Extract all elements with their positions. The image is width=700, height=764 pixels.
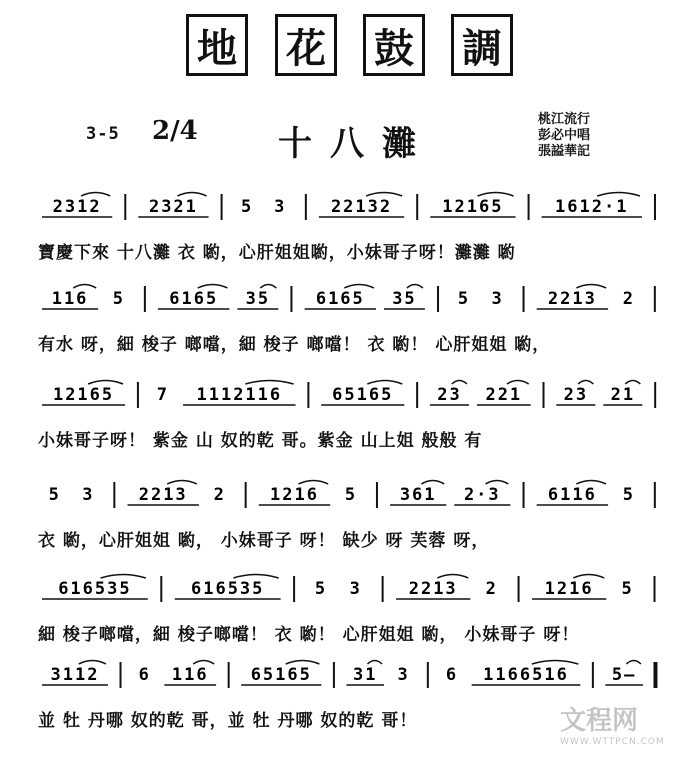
- credit-transcriber: 張謚華記: [538, 144, 591, 159]
- slur-mark: [625, 381, 640, 385]
- notation-line-4: [38, 478, 664, 514]
- title-row: [0, 14, 700, 84]
- slur-mark: [233, 575, 278, 579]
- note-group: 3: [274, 197, 287, 217]
- note-group: 6: [445, 665, 459, 685]
- slur-mark: [366, 193, 402, 197]
- slur-mark: [198, 285, 228, 289]
- note-group: 12165: [52, 385, 115, 405]
- note-group: 221: [485, 385, 523, 405]
- slur-mark: [573, 575, 604, 579]
- note-group: 65165: [250, 665, 312, 685]
- notation-line-1: [38, 190, 664, 226]
- slur-mark: [576, 481, 606, 485]
- lyric-line-5: 細 梭子啷噹，細 梭子啷噹！ 衣 喲！ 心肝姐姐 喲， 小妹哥子 呀！: [38, 625, 580, 645]
- slur-mark: [368, 661, 382, 665]
- note-group: 1612·1: [555, 197, 629, 217]
- note-group: 2: [622, 289, 636, 309]
- note-group: 1112116: [196, 385, 283, 405]
- note-group: 2312: [52, 197, 102, 217]
- note-group: 2213: [547, 289, 597, 309]
- slur-mark: [578, 381, 593, 385]
- slur-mark: [101, 575, 146, 579]
- slur-mark: [81, 193, 110, 197]
- note-group: 2·3: [463, 485, 501, 505]
- note-group: 116: [51, 289, 89, 309]
- notation-svg: [38, 190, 664, 226]
- note-group: 65165: [332, 385, 394, 405]
- notation-svg: [38, 658, 664, 694]
- slur-mark: [286, 661, 320, 665]
- note-group: 35: [392, 289, 417, 309]
- slur-mark: [437, 575, 468, 579]
- note-group: 6116: [547, 485, 597, 505]
- note-group: 1166516: [483, 665, 569, 685]
- note-group: 361: [399, 485, 437, 505]
- note-group: 5: [314, 579, 328, 599]
- note-group: 616535: [58, 579, 132, 599]
- note-group: 5: [241, 197, 254, 217]
- slur-mark: [507, 381, 529, 385]
- note-group: 3: [491, 289, 504, 309]
- note-group: 2321: [148, 197, 198, 217]
- credits: [538, 112, 590, 160]
- slur-mark: [532, 661, 578, 665]
- slur-mark: [486, 481, 509, 485]
- note-group: 2213: [408, 579, 458, 599]
- slur-mark: [88, 381, 123, 385]
- credit-singer: 彭必中唱: [538, 128, 591, 143]
- note-group: 3: [349, 579, 362, 599]
- slur-mark: [367, 381, 402, 385]
- notation-line-6: [38, 658, 664, 694]
- note-group: 2: [485, 579, 498, 599]
- lyric-line-3: 小妹哥子呀！ 紫金 山 奴的乾 哥。紫金 山上姐 般般 有: [38, 431, 483, 451]
- slur-mark: [421, 481, 444, 485]
- slur-mark: [79, 661, 106, 665]
- slur-mark: [597, 193, 640, 197]
- notation-line-5: [38, 572, 664, 608]
- slur-mark: [344, 285, 374, 289]
- notation-svg: [38, 282, 664, 318]
- lyric-line-2: 有水 呀，細 梭子 啷噹，細 梭子 啷噹！ 衣 喲！ 心肝姐姐 喲，: [38, 335, 551, 355]
- slur-mark: [177, 193, 206, 197]
- note-group: 5: [622, 485, 636, 505]
- slur-mark: [626, 661, 640, 665]
- note-group: 35: [245, 289, 271, 309]
- note-group: 5: [344, 485, 358, 505]
- slur-mark: [298, 481, 328, 485]
- notation-svg: [38, 478, 664, 514]
- note-group: 616535: [190, 579, 265, 599]
- slur-mark: [167, 481, 197, 485]
- note-group: 23: [437, 385, 462, 405]
- note-group: 31: [352, 665, 378, 685]
- slur-mark: [452, 381, 467, 385]
- note-group: 2213: [138, 485, 188, 505]
- note-group: 5: [112, 289, 126, 309]
- time-signature: 2/4: [152, 116, 198, 146]
- note-group: 7: [156, 385, 170, 405]
- credit-origin: 桃江流行: [538, 112, 591, 127]
- note-group: 5—: [611, 665, 637, 685]
- key-signature: 3-5: [86, 124, 120, 144]
- notation-svg: [38, 378, 664, 414]
- watermark-text: 文程网: [560, 706, 639, 736]
- slur-mark: [245, 381, 293, 385]
- note-group: 23: [563, 385, 589, 405]
- note-group: 22132: [330, 197, 393, 217]
- notation-svg: [38, 572, 664, 608]
- note-group: 1216: [270, 485, 319, 505]
- note-group: 5: [621, 579, 634, 599]
- watermark-url: WWW.WTTPCN.COM: [560, 737, 665, 747]
- note-group: 3: [397, 665, 410, 685]
- title-char-4: 調: [451, 14, 513, 76]
- slur-mark: [478, 193, 514, 197]
- title-char-3: 鼓: [363, 14, 425, 76]
- note-group: 1216: [544, 579, 594, 599]
- note-group: 21: [610, 385, 636, 405]
- slur-mark: [73, 285, 96, 289]
- note-group: 5: [457, 289, 471, 309]
- song-title: 十八灘: [278, 124, 434, 164]
- lyric-line-1: 寶慶下來 十八灘 衣 喲，心肝姐姐喲，小妹哥子呀！灘灘 喲: [38, 243, 516, 263]
- notation-line-3: [38, 378, 664, 414]
- title-char-1: 地: [186, 14, 248, 76]
- note-group: 3: [82, 485, 95, 505]
- note-group: 12165: [442, 197, 504, 217]
- note-group: 5: [48, 485, 61, 505]
- watermark: [560, 700, 690, 750]
- lyric-line-6: 並 牡 丹哪 奴的乾 哥，並 牡 丹哪 奴的乾 哥！: [38, 711, 418, 731]
- slur-mark: [576, 285, 606, 289]
- note-group: 116: [171, 665, 209, 685]
- title-char-2: 花: [275, 14, 337, 76]
- slur-mark: [260, 285, 276, 289]
- note-group: 6165: [315, 289, 365, 309]
- slur-mark: [407, 285, 423, 289]
- note-group: 6165: [169, 289, 219, 309]
- lyric-line-4: 衣 喲，心肝姐姐 喲， 小妹哥子 呀！ 缺少 呀 芙蓉 呀，: [38, 531, 490, 551]
- note-group: 3112: [50, 665, 100, 685]
- note-group: 6: [138, 665, 151, 685]
- note-group: 2: [213, 485, 226, 505]
- notation-line-2: [38, 282, 664, 318]
- slur-mark: [193, 661, 214, 665]
